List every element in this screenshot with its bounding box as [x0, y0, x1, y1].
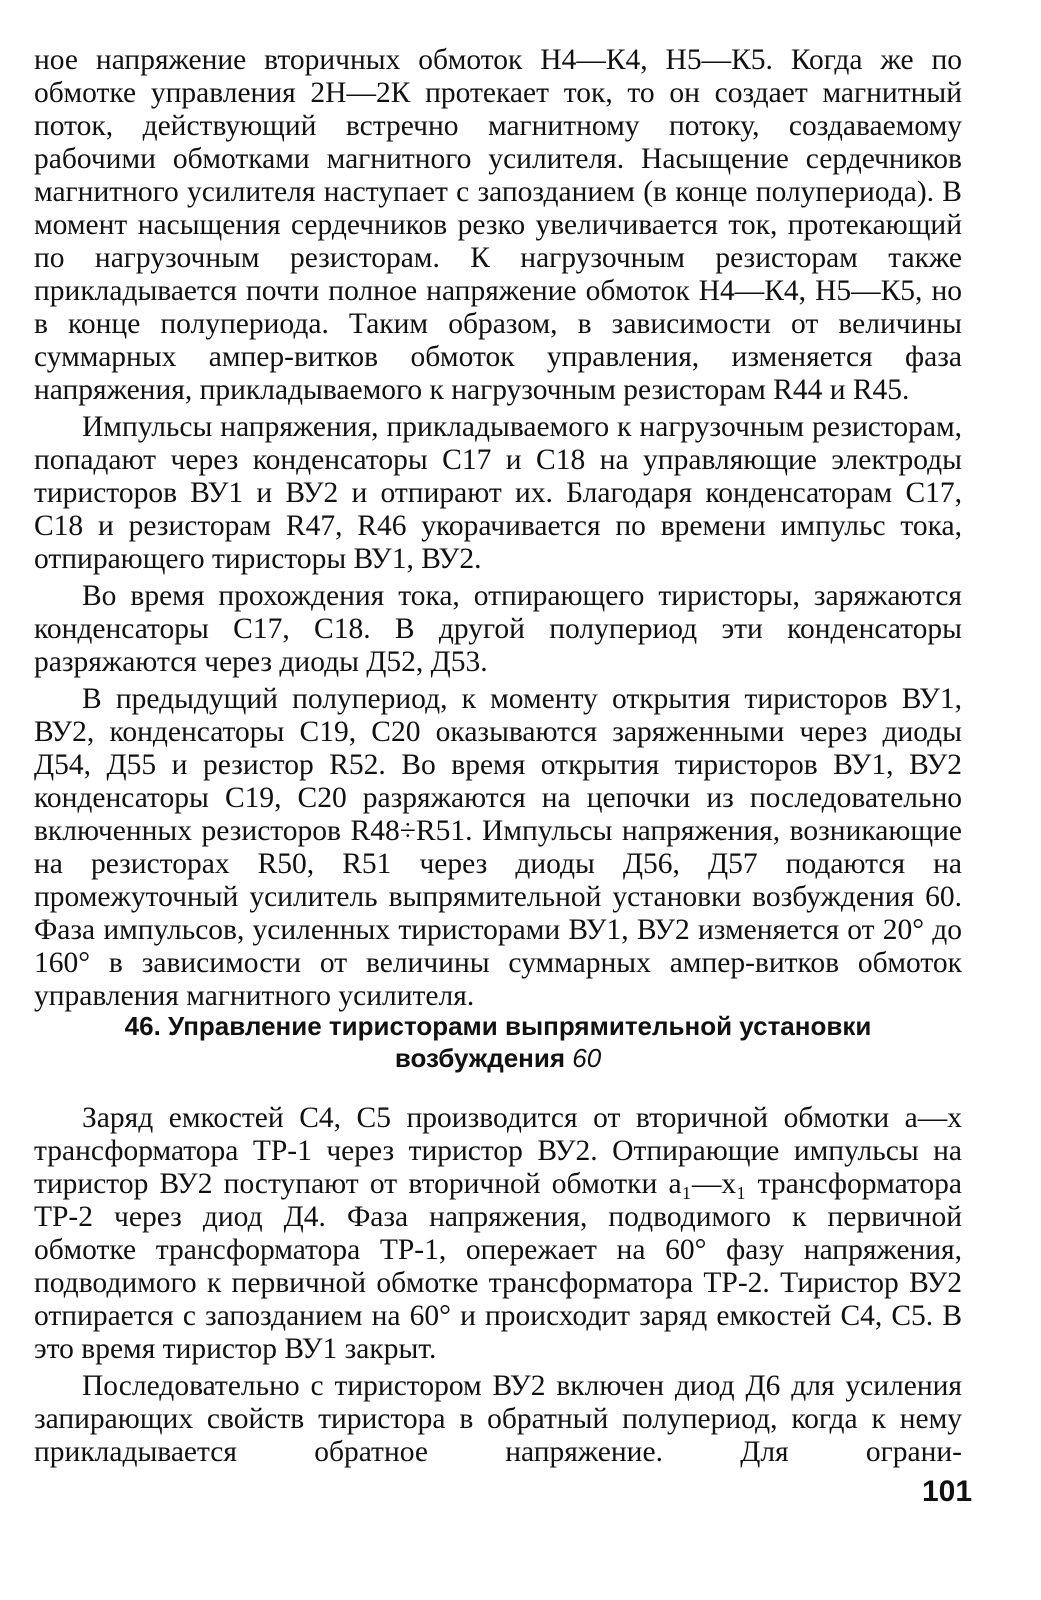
- section-heading-text: возбуждения: [394, 1043, 566, 1073]
- paragraph-6: Последовательно с тиристором ВУ2 включен диод Д6 для усиления запирающих свойств тиристора в обратный полупериод, когда к нему прикладывается обратное напряжение. Для ограни-: [34, 1370, 962, 1468]
- paragraph-3: Во время прохождения тока, отпирающего тиристоры, заряжаются конденсаторы С17, С18. В другой полупериод эти конденсаторы разряжаются через диоды Д52, Д53.: [34, 580, 962, 678]
- paragraph-5: Заряд емкостей С4, С5 производится от вторичной обмотки а—х трансформатора ТР-1 через тиристор ВУ2. Отпирающие импульсы на тиристор ВУ2 поступают от вторичной обмотки а₁—х₁ трансформатора ТР-2 через диод Д4. Фаза напряжения, подводимого к первичной обмотке трансформатора ТР-1, опережает на 60° фазу напряжения, подводимого к первичной обмотке трансформатора ТР-2. Тиристор ВУ2 отпирается с запозданием на 60° и происходит заряд емкостей С4, С5. В это время тиристор ВУ1 закрыт.: [34, 1102, 962, 1365]
- paragraph-2: Импульсы напряжения, прикладываемого к нагрузочным резисторам, попадают через конденсаторы С17 и С18 на управляющие электроды тиристоров ВУ1 и ВУ2 и отпирают их. Благодаря конденсаторам С17, С18 и резисторам R47, R46 укорачивается по времени импульс тока, отпирающего тиристоры ВУ1, ВУ2.: [34, 411, 962, 575]
- paragraph-4: В предыдущий полупериод, к моменту открытия тиристоров ВУ1, ВУ2, конденсаторы С19, С20 оказываются заряженными через диоды Д54, Д55 и резистор R52. Во время открытия тиристоров ВУ1, ВУ2 конденсаторы С19, С20 разряжаются на цепочки из последовательно включенных резисторов R48÷R51. Импульсы напряжения, возникающие на резисторах R50, R51 через диоды Д56, Д57 подаются на промежуточный усилитель выпрямительной установки возбуждения 60. Фаза импульсов, усиленных тиристорами ВУ1, ВУ2 изменяется от 20° до 160° в зависимости от величины суммарных ампер-витков обмоток управления магнитного усилителя.: [34, 683, 962, 1012]
- text-block-bottom: [34, 1102, 962, 1469]
- page-number: 101: [922, 1475, 973, 1508]
- section-heading-line-2: [34, 1042, 962, 1074]
- section-heading-line-1: 46. Управление тиристорами выпрямительной установки: [124, 1011, 872, 1041]
- paragraph-1: ное напряжение вторичных обмоток Н4—К4, Н5—К5. Когда же по обмотке управления 2Н—2К протекает ток, то он создает магнитный поток, действующий встречно магнитному потоку, создаваемому рабочими обмотками магнитного усилителя. Насыщение сердечников магнитного усилителя наступает с запозданием (в конце полупериода). В момент насыщения сердечников резко увеличивается ток, протекающий по нагрузочным резисторам. К нагрузочным резисторам также прикладывается почти полное напряжение обмоток Н4—К4, Н5—К5, но в конце полупериода. Таким образом, в зависимости от величины суммарных ампер-витков обмоток управления, изменяется фаза напряжения, прикладываемого к нагрузочным резисторам R44 и R45.: [34, 44, 962, 406]
- section-heading: [34, 1010, 962, 1074]
- text-block-top: [34, 44, 962, 1013]
- section-heading-number: 60: [572, 1043, 602, 1073]
